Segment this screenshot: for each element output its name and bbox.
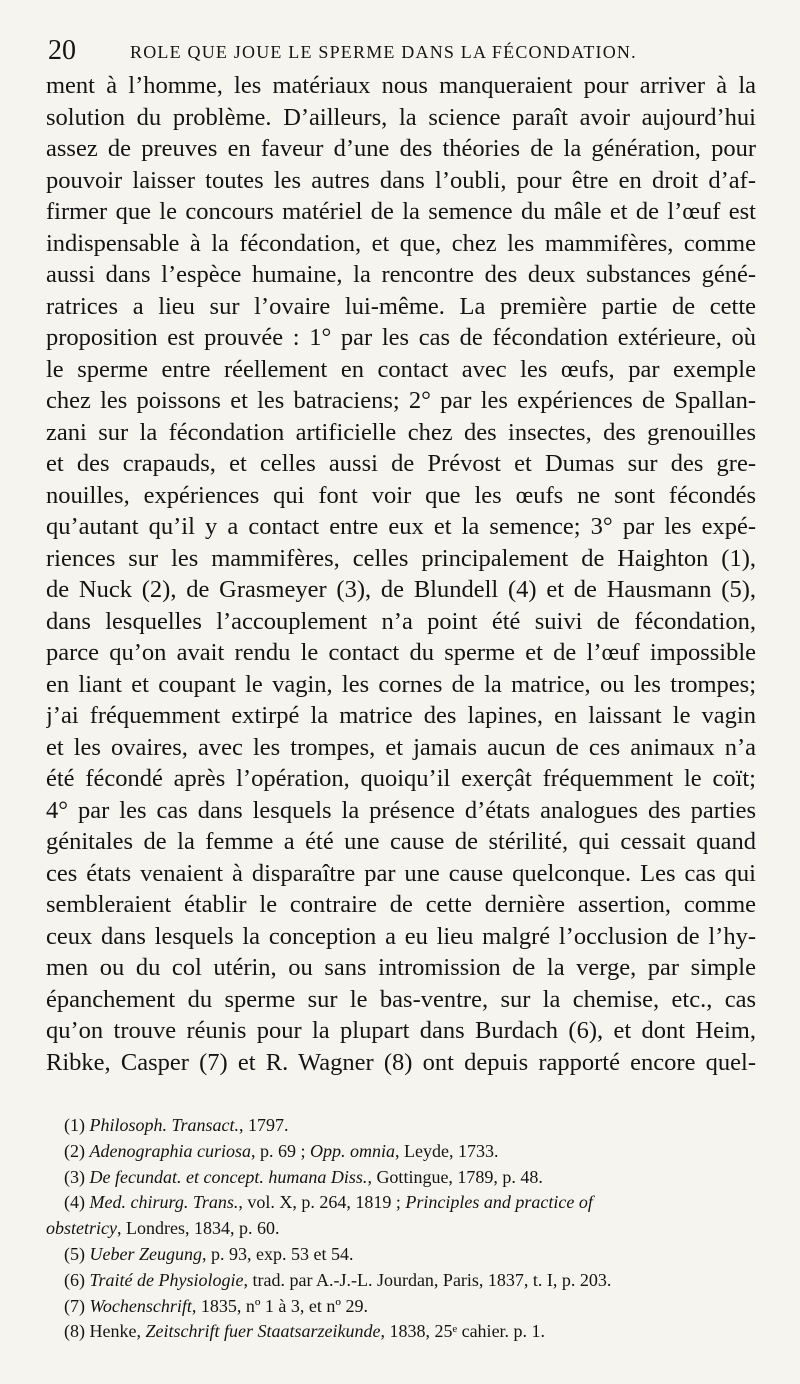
text-line: génitales de la femme a été une cause de stérilité, qui cessait quand <box>46 828 756 855</box>
footnote-num: (1) <box>64 1115 85 1135</box>
footnote-pre: Henke, <box>89 1321 146 1342</box>
footnote-title: De fecundat. et concept. humana Diss. <box>89 1166 368 1187</box>
text-line: 4° par les cas dans lesquels la présence d’états analogues des parties <box>46 796 756 824</box>
text-line: ratrices a lieu sur l’ovaire lui-même. La première partie de cette <box>46 292 756 320</box>
footnote <box>64 1294 756 1320</box>
text-line: parce qu’on avait rendu le contact du sperme et de l’œuf impossible <box>46 639 756 666</box>
text-line: sembleraient établir le contraire de cette dernière assertion, comme <box>46 891 756 918</box>
text-line: nouilles, expériences qui font voir que les œufs ne sont fécondés <box>46 481 756 509</box>
footnote-rest: , 1838, 25ᵉ cahier. p. 1. <box>380 1321 546 1342</box>
page-number: 20 <box>48 35 76 66</box>
text-line: en liant et coupant le vagin, les cornes de la matrice, ou les trompes; <box>46 670 756 698</box>
footnote <box>64 1190 756 1216</box>
text-line: riences sur les mammifères, celles principalement de Haighton (1), <box>46 544 756 572</box>
footnote <box>64 1268 756 1294</box>
footnote-title: Adenographia curiosa <box>89 1140 251 1161</box>
text-line: aussi dans l’espèce humaine, la rencontre des deux substances géné- <box>46 261 756 288</box>
footnote-title: Philosoph. Transact. <box>89 1115 240 1135</box>
footnote-title: Traité de Physiologie <box>89 1269 244 1290</box>
text-line: chez les poissons et les batraciens; 2° par les expériences de Spallan- <box>46 387 756 414</box>
text-line: indispensable à la fécondation, et que, chez les mammifères, comme <box>46 229 756 257</box>
footnote-rest: , Gottingue, 1789, p. 48. <box>367 1166 543 1187</box>
text-line: j’ai fréquemment extirpé la matrice des lapines, en laissant le vagin <box>46 702 756 729</box>
text-line: et des crapauds, et celles aussi de Prévost et Dumas sur des gre- <box>46 450 756 477</box>
text-line: solution du problème. D’ailleurs, la science paraît avoir aujourd’hui <box>46 103 756 131</box>
text-line: Ribke, Casper (7) et R. Wagner (8) ont depuis rapporté encore quel- <box>46 1048 756 1076</box>
text-line: de Nuck (2), de Grasmeyer (3), de Blundell (4) et de Hausmann (5), <box>46 576 756 603</box>
footnote-num: (7) <box>64 1295 85 1316</box>
text-line: ment à l’homme, les matériaux nous manqueraient pour arriver à la <box>46 72 756 99</box>
body-paragraph <box>46 70 756 1078</box>
footnote <box>64 1139 756 1165</box>
footnote-title: Wochenschrift <box>89 1295 192 1316</box>
text-line: men ou du col utérin, ou sans intromission de la verge, par simple <box>46 954 756 981</box>
footnote <box>64 1319 756 1345</box>
footnote-num: (5) <box>64 1243 85 1264</box>
footnote-title: Ueber Zeugung <box>89 1243 202 1264</box>
footnote-rest: , 1835, nº 1 à 3, et nº 29. <box>191 1295 368 1316</box>
footnote <box>64 1242 756 1268</box>
text-line: assez de preuves en faveur d’une des théories de la génération, pour <box>46 135 756 162</box>
text-line: été fécondé après l’opération, quoiqu’il exerçât fréquemment le coït; <box>46 765 756 792</box>
text-line: pouvoir laisser toutes les autres dans l’oubli, pour être en droit d’af- <box>46 166 756 194</box>
text-line: zani sur la fécondation artificielle chez des insectes, des grenouilles <box>46 418 756 446</box>
footnote-num: (4) <box>64 1192 85 1213</box>
text-line: épanchement du sperme sur le bas-ventre, sur la chemise, etc., cas <box>46 985 756 1013</box>
footnote-num: (8) <box>64 1321 85 1342</box>
footnote-title: Med. chirurg. Trans. <box>89 1192 239 1213</box>
footnote <box>46 1216 756 1242</box>
footnote-num: (2) <box>64 1140 85 1161</box>
running-title: ROLE QUE JOUE LE SPERME DANS LA FÉCONDATION. <box>130 42 637 62</box>
footnote-title: Opp. omnia <box>310 1140 396 1161</box>
footnote <box>64 1113 756 1139</box>
footnote-num: (3) <box>64 1166 85 1187</box>
footnote-num: (6) <box>64 1269 85 1290</box>
footnote-rest: , p. 69 ; <box>251 1140 311 1161</box>
footnote-rest: , vol. X, p. 264, 1819 ; <box>238 1192 406 1213</box>
text-line: dans lesquelles l’accouplement n’a point été suivi de fécondation, <box>46 607 756 635</box>
text-line: firmer que le concours matériel de la semence du mâle et de l’œuf est <box>46 198 756 225</box>
text-line: le sperme entre réellement en contact avec les œufs, par exemple <box>46 355 756 383</box>
text-line: qu’on trouve réunis pour la plupart dans Burdach (6), et dont Heim, <box>46 1017 756 1044</box>
text-line: proposition est prouvée : 1° par les cas de fécondation extérieure, où <box>46 324 756 351</box>
footnote-title: obstetricy <box>46 1218 117 1239</box>
text-line: qu’autant qu’il y a contact entre eux et la semence; 3° par les expé- <box>46 513 756 540</box>
footnote-rest: , 1797. <box>239 1115 289 1135</box>
text-line: ceux dans lesquels la conception a eu lieu malgré l’occlusion de l’hy- <box>46 922 756 950</box>
footnotes <box>46 1113 756 1345</box>
footnote-title: Principles and practice of <box>405 1192 593 1213</box>
footnote-title: Zeitschrift fuer Staatsarzeikunde <box>145 1321 381 1342</box>
footnote-rest: , trad. par A.-J.-L. Jourdan, Paris, 1837, t. I, p. 203. <box>243 1269 612 1290</box>
footnote-rest: , Londres, 1834, p. 60. <box>116 1218 280 1239</box>
text-line: ces états venaient à disparaître par une cause quelconque. Les cas qui <box>46 859 756 887</box>
page-header <box>48 34 758 68</box>
footnote-rest: , Leyde, 1733. <box>395 1140 499 1161</box>
text-line: et les ovaires, avec les trompes, et jamais aucun de ces animaux n’a <box>46 733 756 761</box>
footnote-rest: , p. 93, exp. 53 et 54. <box>201 1243 354 1264</box>
footnote <box>64 1165 756 1191</box>
